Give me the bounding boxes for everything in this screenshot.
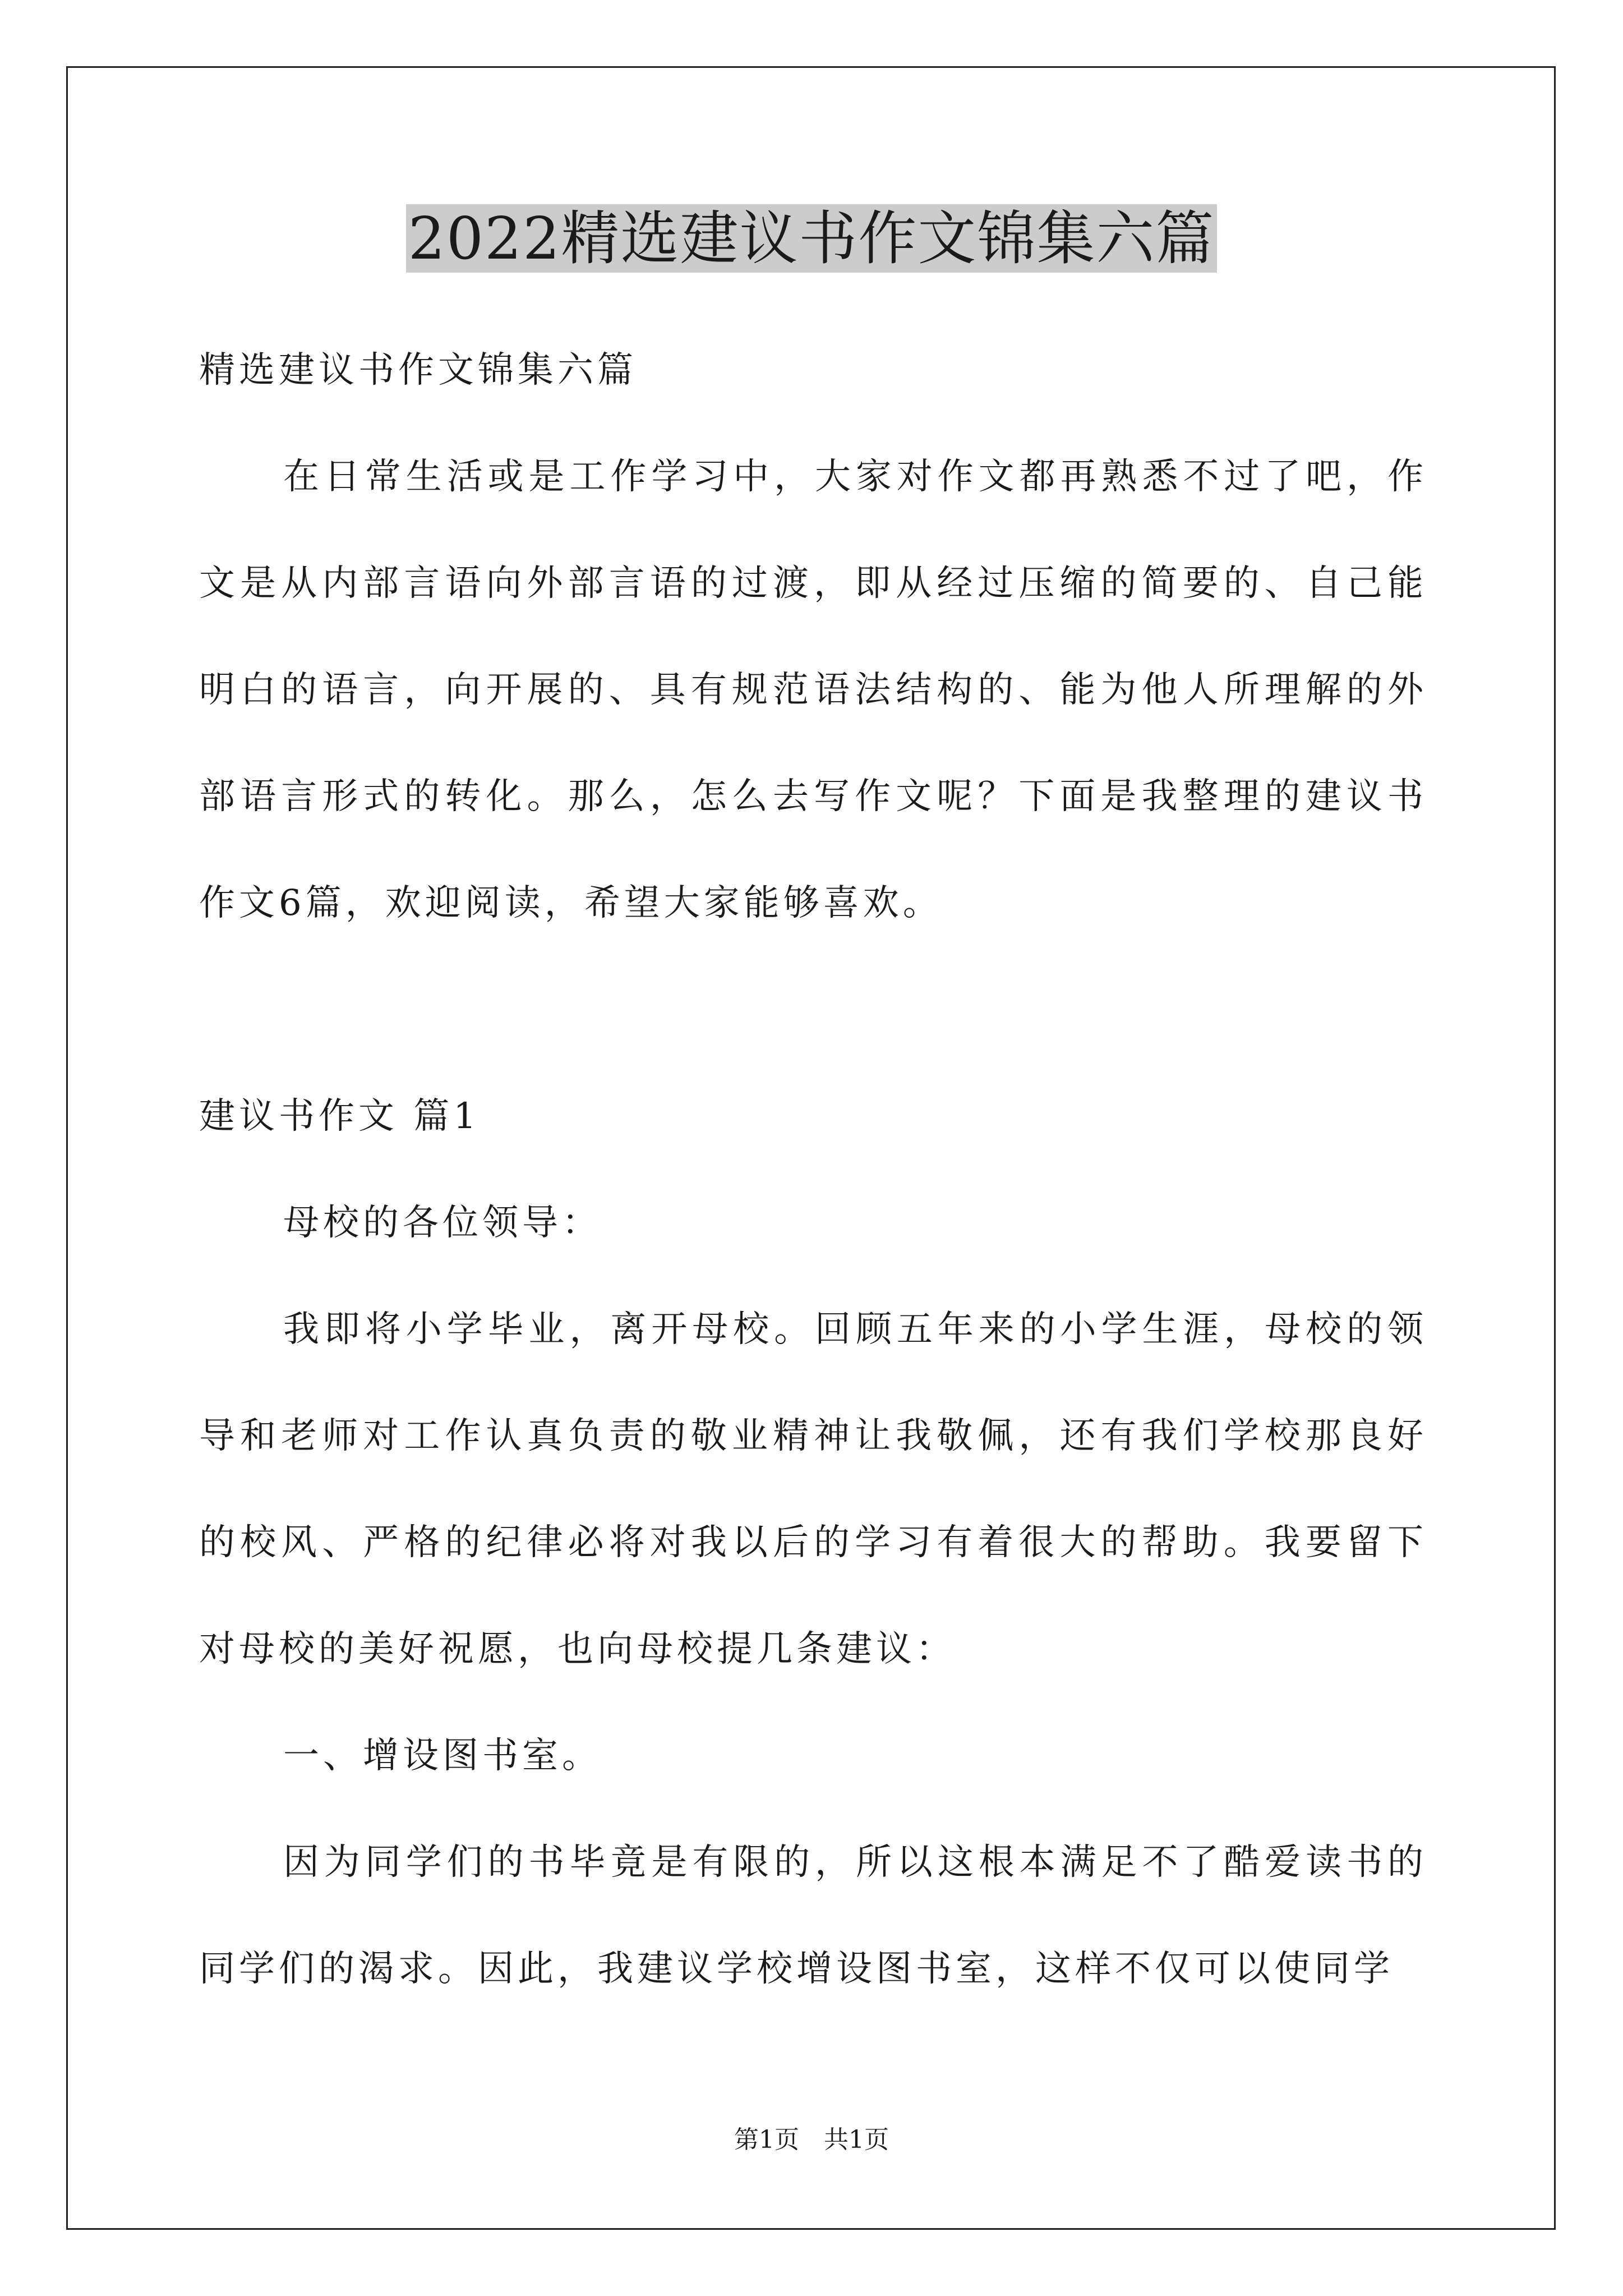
- document-body: [199, 317, 1427, 2022]
- page-footer: 第1页 共1页: [734, 2125, 889, 2154]
- section-heading: 建议书作文 篇1: [199, 1096, 481, 1137]
- document-title-text: 2022精选建议书作文锦集六篇: [406, 204, 1218, 273]
- salutation: 母校的各位领导：: [283, 1202, 602, 1244]
- body-paragraph-2: 因为同学们的书毕竟是有限的，所以这根本满足不了酷爱读书的同学们的渴求。因此，我建议学校增设图书室，这样不仅可以使同学: [199, 1842, 1427, 1990]
- point-1: 一、增设图书室。: [283, 1735, 602, 1777]
- section-gap: [199, 956, 1427, 1063]
- document-title: [0, 199, 1623, 278]
- body-paragraph-1: 我即将小学毕业，离开母校。回顾五年来的小学生涯，母校的领导和老师对工作认真负责的敬业精神让我敬佩，还有我们学校那良好的校风、严格的纪律必将对我以后的学习有着很大的帮助。我要留下对母校的美好祝愿，也向母校提几条建议：: [199, 1309, 1427, 1670]
- document-subtitle: 精选建议书作文锦集六篇: [199, 349, 637, 391]
- intro-paragraph: 在日常生活或是工作学习中，大家对作文都再熟悉不过了吧，作文是从内部言语向外部言语的过渡，即从经过压缩的简要的、自己能明白的语言，向开展的、具有规范语法结构的、能为他人所理解的外部语言形式的转化。那么，怎么去写作文呢？下面是我整理的建议书作文6篇，欢迎阅读，希望大家能够喜欢。: [199, 456, 1427, 924]
